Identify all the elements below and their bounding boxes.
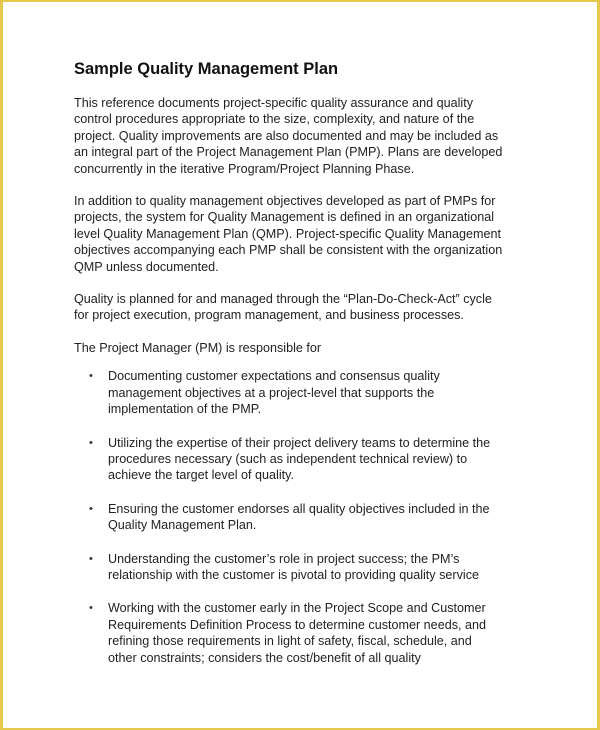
text-line: procedures necessary (such as independent technical review) to bbox=[108, 451, 468, 466]
text-line: Utilizing the expertise of their project delivery teams to determine the bbox=[108, 435, 491, 450]
text-line: management objectives at a project-level that supports the bbox=[108, 385, 435, 400]
text-line: Working with the customer early in the Project Scope and Customer bbox=[108, 601, 486, 616]
text-line: Quality Management Plan. bbox=[108, 518, 257, 533]
text-line: QMP unless documented. bbox=[74, 259, 219, 274]
text-line: relationship with the customer is pivotal to providing quality service bbox=[108, 567, 479, 582]
text-line: concurrently in the iterative Program/Project Planning Phase. bbox=[74, 161, 415, 176]
text-line: projects, the system for Quality Management is defined in an organizational bbox=[74, 210, 495, 225]
paragraph-intro bbox=[74, 95, 524, 177]
document-title: Sample Quality Management Plan bbox=[74, 60, 339, 78]
text-line: Quality is planned for and managed through the “Plan-Do-Check-Act” cycle bbox=[74, 292, 492, 307]
text-line: The Project Manager (PM) is responsible for bbox=[74, 340, 322, 355]
bullet-icon: • bbox=[89, 552, 93, 565]
bullet-icon: • bbox=[89, 436, 93, 449]
text-line: refining those requirements in light of safety, fiscal, schedule, and bbox=[108, 634, 472, 649]
document-page bbox=[74, 58, 524, 683]
text-line: level Quality Management Plan (QMP). Project-specific Quality Management bbox=[74, 226, 501, 241]
text-line: implementation of the PMP. bbox=[108, 402, 262, 417]
paragraph-qmp bbox=[74, 193, 524, 275]
text-line: Ensuring the customer endorses all quality objectives included in the bbox=[108, 501, 490, 516]
list-item bbox=[74, 600, 524, 666]
text-line: achieve the target level of quality. bbox=[108, 468, 294, 483]
paragraph-pm-responsibilities bbox=[74, 340, 524, 356]
text-line: control procedures appropriate to the size, complexity, and nature of the bbox=[74, 112, 475, 127]
list-item bbox=[74, 435, 524, 484]
text-line: This reference documents project-specific quality assurance and quality bbox=[74, 96, 474, 110]
responsibility-list bbox=[74, 368, 524, 666]
paragraph-pdca bbox=[74, 291, 524, 324]
text-line: Requirements Definition Process to determine customer needs, and bbox=[108, 617, 487, 632]
list-item bbox=[74, 368, 524, 417]
text-line: an integral part of the Project Management Plan (PMP). Plans are developed bbox=[74, 145, 503, 160]
text-line: project. Quality improvements are also documented and may be included as bbox=[74, 128, 499, 143]
text-line: In addition to quality management objectives developed as part of PMPs for bbox=[74, 194, 496, 209]
bullet-icon: • bbox=[89, 502, 93, 515]
text-line: Documenting customer expectations and consensus quality bbox=[108, 369, 440, 384]
text-line: other constraints; considers the cost/benefit of all quality bbox=[108, 650, 421, 665]
list-item bbox=[74, 551, 524, 584]
text-line: Understanding the customer’s role in project success; the PM’s bbox=[108, 551, 460, 566]
bullet-icon: • bbox=[89, 370, 93, 383]
text-line: for project execution, program management, and business processes. bbox=[74, 308, 464, 323]
bullet-icon: • bbox=[89, 602, 93, 615]
text-line: objectives accompanying each PMP shall be consistent with the organization bbox=[74, 243, 503, 258]
list-item bbox=[74, 501, 524, 534]
